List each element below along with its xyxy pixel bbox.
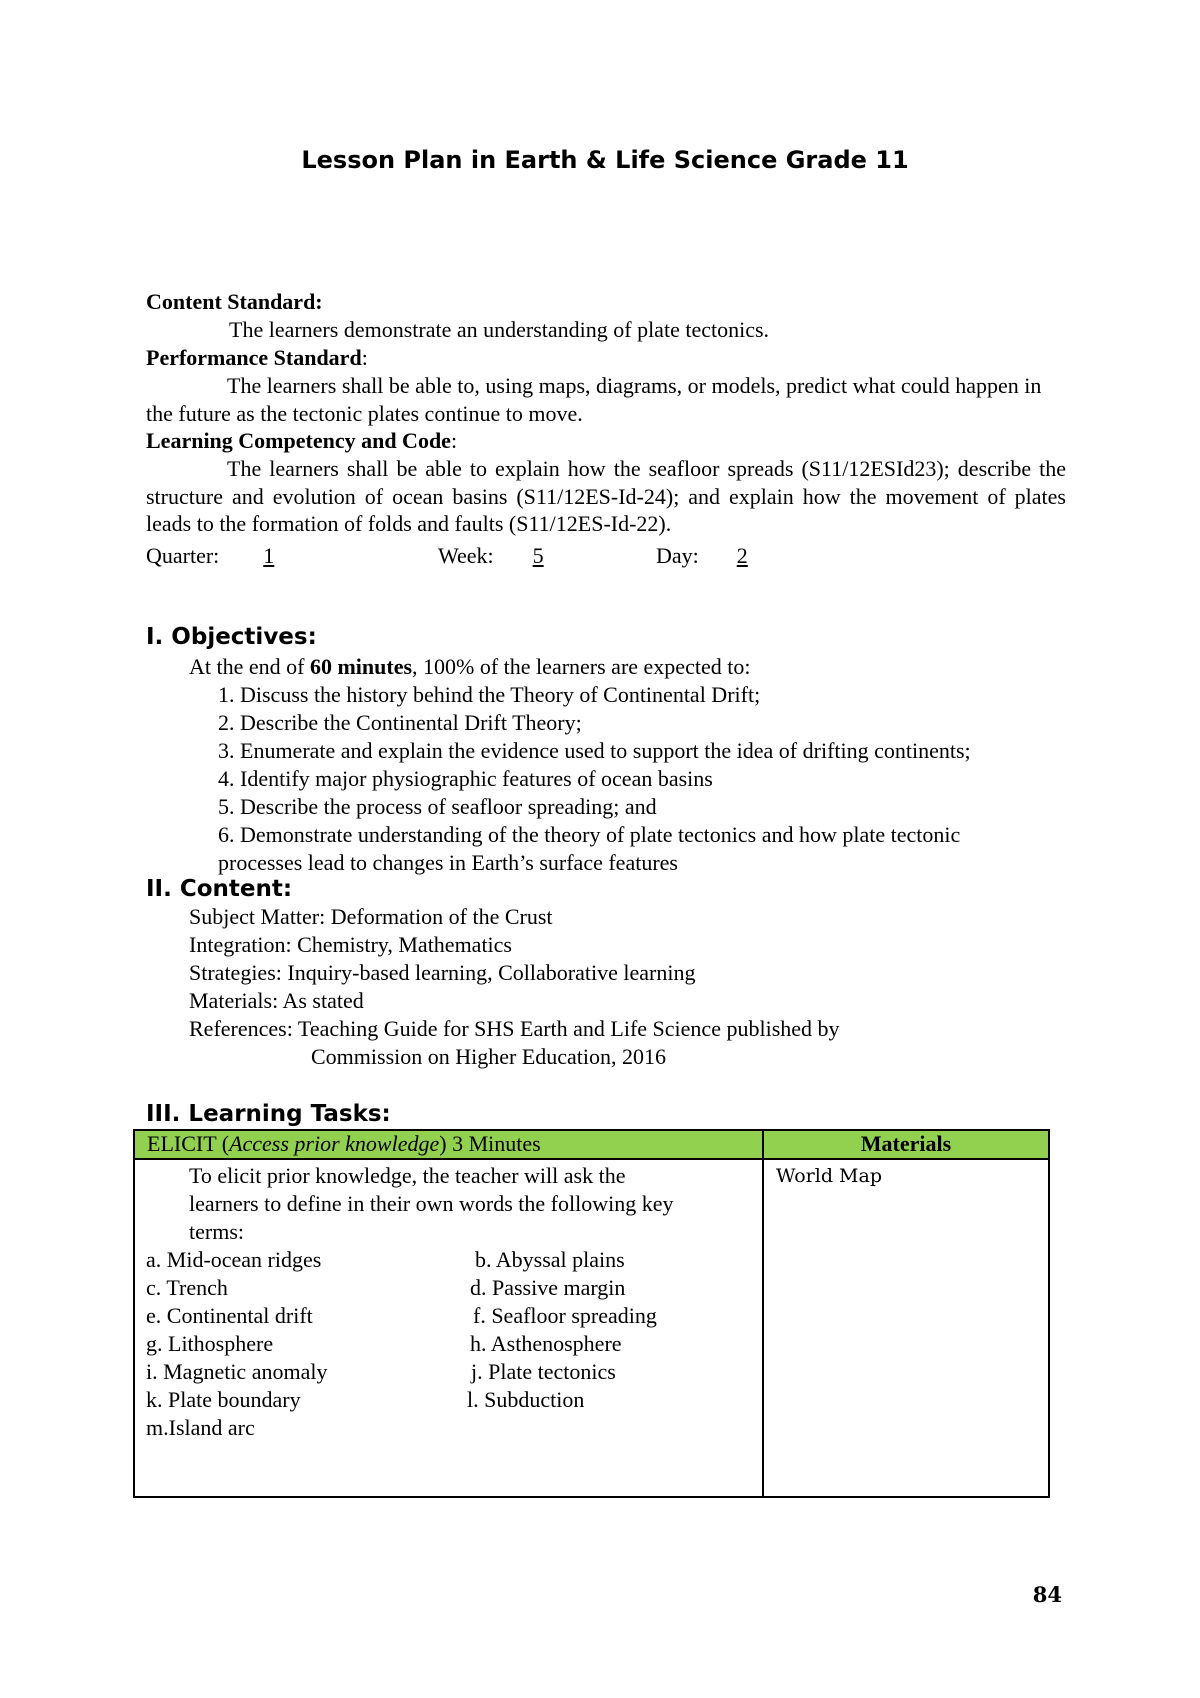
objective-item: 5. Describe the process of seafloor spreading; and <box>218 794 657 819</box>
learning-competency-text: The learners shall be able to explain how the seafloor spreads (S11/12ESId23); describe the structure and evolution of ocean basins (S11/12ES-Id-24); and explain how the movement of plates leads to the formation of folds and faults (S11/12ES-Id-22). <box>146 456 1066 536</box>
term-item: l. Subduction <box>467 1387 585 1412</box>
term-item: c. Trench <box>146 1275 228 1300</box>
content-line: References: Teaching Guide for SHS Earth and Life Science published by <box>189 1016 840 1041</box>
elicit-body-cell <box>134 1159 763 1497</box>
term-item: b. Abyssal plains <box>475 1247 625 1272</box>
term-item: j. Plate tectonics <box>471 1359 616 1384</box>
objective-item: 1. Discuss the history behind the Theory of Continental Drift; <box>218 682 761 707</box>
week-value: 5 <box>532 543 544 568</box>
objectives-intro-bold: 60 minutes <box>309 654 413 679</box>
term-item: h. Asthenosphere <box>470 1331 622 1356</box>
objective-item-continued: processes lead to changes in Earth’s surface features <box>218 850 678 875</box>
performance-standard-text: The learners shall be able to, using maps, diagrams, or models, predict what could happen in the future as the tectonic plates continue to move. <box>146 373 1042 426</box>
week-label: Week: <box>438 543 494 568</box>
content-line: Integration: Chemistry, Mathematics <box>189 932 512 957</box>
schedule-day <box>656 543 780 569</box>
schedule-week <box>438 543 577 569</box>
materials-value: World Map <box>776 1165 882 1187</box>
table-header-row <box>134 1130 1049 1159</box>
quarter-label: Quarter: <box>146 543 220 568</box>
term-item: i. Magnetic anomaly <box>146 1359 328 1384</box>
objective-item: 4. Identify major physiographic features of ocean basins <box>218 766 713 791</box>
performance-standard-label: Performance Standard <box>146 345 362 370</box>
learning-tasks-heading: III. Learning Tasks: <box>146 1101 391 1127</box>
term-item: f. Seafloor spreading <box>473 1303 657 1328</box>
elicit-intro-line: terms: <box>189 1219 244 1244</box>
elicit-intro-line: learners to define in their own words the following key <box>189 1191 674 1216</box>
page-number: 84 <box>1032 1582 1062 1607</box>
learning-competency-colon: : <box>450 428 458 453</box>
term-item: e. Continental drift <box>146 1303 313 1328</box>
materials-header-cell: Materials <box>763 1130 1049 1159</box>
elicit-intro-line: To elicit prior knowledge, the teacher will ask the <box>189 1163 626 1188</box>
learning-competency-heading <box>146 428 457 454</box>
term-item: d. Passive margin <box>470 1275 626 1300</box>
day-label: Day: <box>656 543 699 568</box>
term-item: m.Island arc <box>146 1415 255 1440</box>
objectives-intro-pre: At the end of <box>189 654 310 679</box>
objective-item: 3. Enumerate and explain the evidence used to support the idea of drifting continents; <box>218 738 971 763</box>
elicit-header-cell: ELICIT (Access prior knowledge) 3 Minutes <box>134 1130 763 1159</box>
content-heading: II. Content: <box>146 876 293 902</box>
day-value: 2 <box>736 543 748 568</box>
schedule-quarter <box>146 543 313 569</box>
content-standard-label: Content Standard: <box>146 289 323 314</box>
elicit-label: ELICIT <box>147 1131 217 1156</box>
learning-competency-label: Learning Competency and Code <box>146 428 451 453</box>
elicit-duration: 3 Minutes <box>452 1131 541 1156</box>
performance-standard-heading <box>146 345 368 371</box>
content-line: Strategies: Inquiry-based learning, Collaborative learning <box>189 960 696 985</box>
objective-item: 2. Describe the Continental Drift Theory; <box>218 710 582 735</box>
materials-body-cell <box>763 1159 1049 1497</box>
content-standard-text: The learners demonstrate an understanding of plate tectonics. <box>229 317 770 342</box>
learning-tasks-table <box>133 1129 1050 1498</box>
page-title: Lesson Plan in Earth & Life Science Grade 11 <box>301 146 909 174</box>
content-line-continued: Commission on Higher Education, 2016 <box>311 1044 667 1069</box>
elicit-subtitle: Access prior knowledge <box>229 1131 440 1156</box>
objective-item: 6. Demonstrate understanding of the theory of plate tectonics and how plate tectonic <box>218 822 961 847</box>
term-item: a. Mid-ocean ridges <box>146 1247 322 1272</box>
content-line: Subject Matter: Deformation of the Crust <box>189 904 553 929</box>
table-body-row <box>134 1159 1049 1497</box>
objectives-intro-post: , 100% of the learners are expected to: <box>412 654 751 679</box>
content-line: Materials: As stated <box>189 988 364 1013</box>
objectives-intro <box>189 654 750 680</box>
performance-standard-colon: : <box>361 345 368 370</box>
term-item: k. Plate boundary <box>146 1387 301 1412</box>
quarter-value: 1 <box>263 543 275 568</box>
objectives-heading: I. Objectives: <box>146 624 317 650</box>
term-item: g. Lithosphere <box>146 1331 274 1356</box>
